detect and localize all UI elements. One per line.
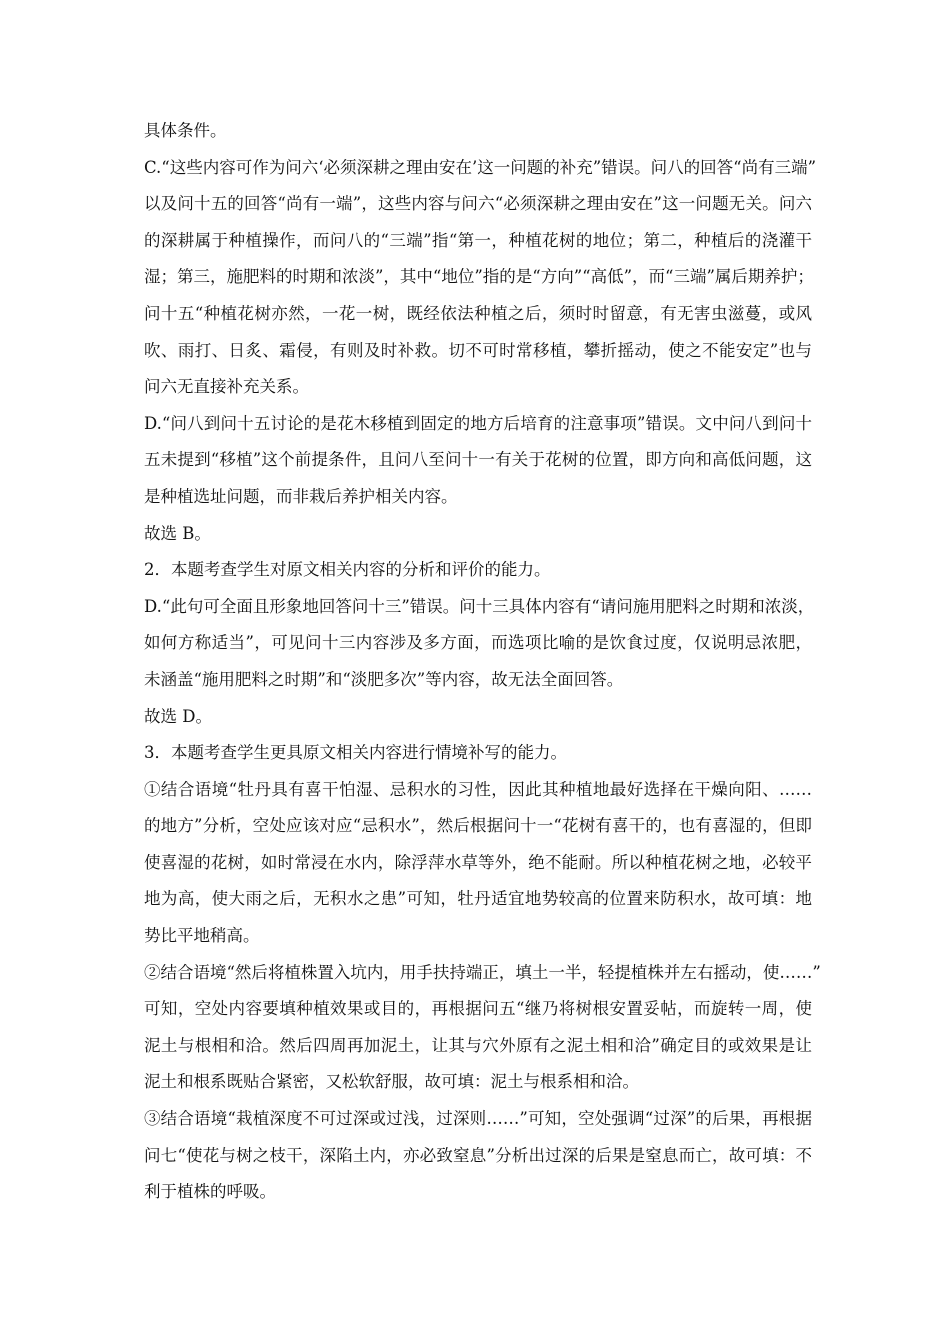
- text-line: 湿；第三，施肥料的时期和浓淡”，其中“地位”指的是“方向”“高低”，而“三端”属后期养护；: [144, 267, 814, 287]
- text-line: 故选 D。: [144, 706, 212, 726]
- text-line: 问七“使花与树之枝干，深陷土内，亦必致窒息”分析出过深的后果是窒息而亡，故可填：不: [144, 1145, 812, 1165]
- text-line: 泥土和根系既贴合紧密，又松软舒服，故可填：泥土与根系相和洽。: [144, 1072, 639, 1092]
- text-line: 以及问十五的回答“尚有一端”，这些内容与问六“必须深耕之理由安在”这一问题无关。问六: [144, 194, 812, 214]
- text-line: 的深耕属于种植操作，而问八的“三端”指“第一，种植花树的地位；第二，种植后的浇灌干: [144, 230, 812, 250]
- text-line: 具体条件。: [144, 121, 227, 140]
- text-line: 使喜湿的花树，如时常浸在水内，除浮萍水草等外，绝不能耐。所以种植花树之地，必较平: [144, 852, 812, 872]
- text-line: 未涵盖“施用肥料之时期”和“淡肥多次”等内容，故无法全面回答。: [144, 669, 624, 689]
- text-line: 五未提到“移植”这个前提条件，且问八至问十一有关于花树的位置，即方向和高低问题，这: [144, 450, 812, 470]
- text-line: 故选 B。: [144, 523, 211, 543]
- text-line: ①结合语境“牡丹具有喜干怕湿、忌积水的习性，因此其种植地最好选择在干燥向阳、……: [144, 779, 812, 799]
- text-line: 2．本题考查学生对原文相关内容的分析和评价的能力。: [144, 560, 551, 580]
- text-line: ③结合语境“栽植深度不可过深或过浅，过深则……”可知，空处强调“过深”的后果，再根据: [144, 1109, 812, 1129]
- text-line: 利于植株的呼吸。: [144, 1182, 276, 1202]
- answer-analysis-text: [144, 113, 821, 1211]
- text-line: 势比平地稍高。: [144, 926, 260, 946]
- text-line: 地为高，使大雨之后，无积水之患”可知，牡丹适宜地势较高的位置来防积水，故可填：地: [144, 889, 812, 909]
- text-line: 是种植选址问题，而非栽后养护相关内容。: [144, 486, 458, 506]
- text-line: 的地方”分析，空处应该对应“忌积水”，然后根据问十一“花树有喜干的，也有喜湿的，但即: [144, 816, 812, 836]
- text-line: 问六无直接补充关系。: [144, 377, 309, 397]
- text-line: 问十五“种植花树亦然，一花一树，既经依法种植之后，须时时留意，有无害虫滋蔓，或风: [144, 303, 812, 323]
- text-line: 如何方称适当”，可见问十三内容涉及多方面，而选项比喻的是饮食过度，仅说明忌浓肥，: [144, 633, 812, 653]
- text-line: 可知，空处内容要填种植效果或目的，再根据问五“继乃将树根安置妥帖，而旋转一周，使: [144, 999, 812, 1019]
- text-line: 3．本题考查学生更具原文相关内容进行情境补写的能力。: [144, 743, 567, 763]
- text-line: ②结合语境“然后将植株置入坑内，用手扶持端正，填土一半，轻提植株并左右摇动，使……”: [144, 962, 821, 982]
- text-line: D.“此句可全面且形象地回答问十三”错误。问十三具体内容有“请问施用肥料之时期和浓淡，: [144, 596, 815, 616]
- text-line: 泥土与根相和洽。然后四周再加泥土，让其与穴外原有之泥土相和洽”确定目的或效果是让: [144, 1035, 812, 1055]
- text-line: 吹、雨打、日炙、霜侵，有则及时补救。切不可时常移植，攀折摇动，使之不能安定”也与: [144, 340, 812, 360]
- text-line: D.“问八到问十五讨论的是花木移植到固定的地方后培育的注意事项”错误。文中问八到问十: [144, 413, 812, 433]
- text-line: C.“这些内容可作为问六‘必须深耕之理由安在’这一问题的补充”错误。问八的回答“尚有三端”: [144, 157, 817, 177]
